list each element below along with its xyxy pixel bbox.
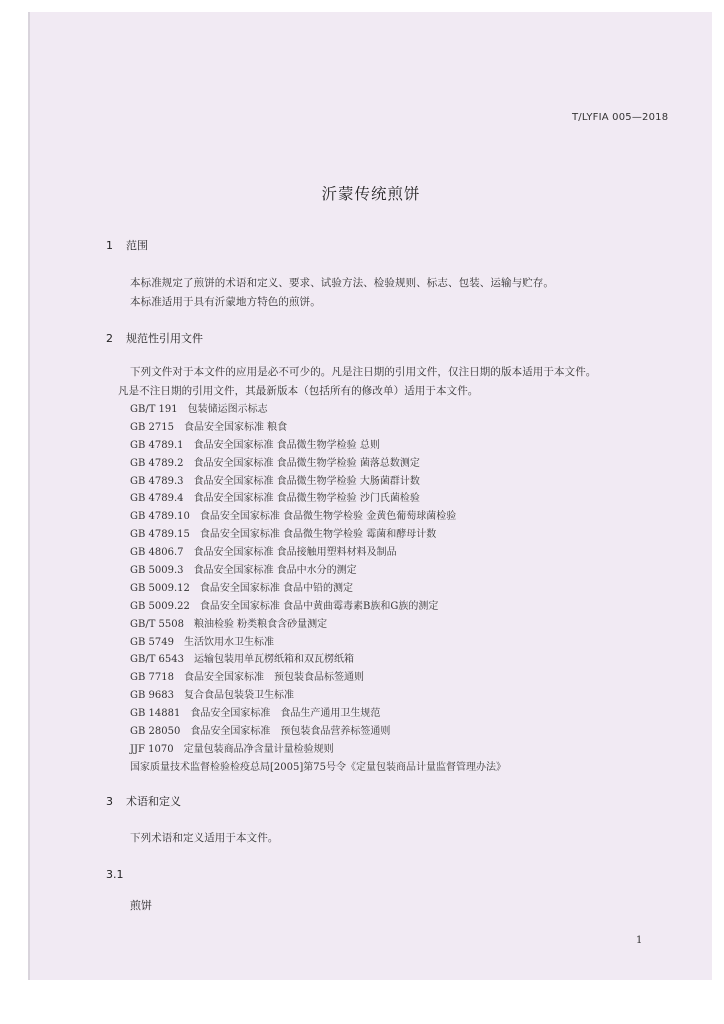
section-1-heading bbox=[106, 237, 148, 253]
reference-item: GB 4789.10 食品安全国家标准 食品微生物学检验 金黄色葡萄球菌检验 bbox=[130, 511, 457, 523]
page-number: 1 bbox=[636, 935, 643, 946]
scope-paragraph-1: 本标准规定了煎饼的术语和定义、要求、试验方法、检验规则、标志、包装、运输与贮存。 bbox=[130, 277, 554, 289]
document-title: 沂蒙传统煎饼 bbox=[321, 185, 421, 203]
reference-item: GB/T 191 包装储运图示标志 bbox=[130, 404, 268, 415]
section-number: 1 bbox=[106, 239, 113, 252]
term-name: 煎饼 bbox=[130, 899, 152, 912]
section-title: 范围 bbox=[126, 239, 148, 252]
section-title: 术语和定义 bbox=[126, 795, 181, 808]
references-intro-line-2: 凡是不注日期的引用文件，其最新版本（包括所有的修改单）适用于本文件。 bbox=[118, 385, 479, 397]
reference-item: GB 2715 食品安全国家标准 粮食 bbox=[130, 421, 288, 433]
reference-item: GB 7718 食品安全国家标准 预包装食品标签通则 bbox=[130, 672, 364, 684]
scope-paragraph-2: 本标准适用于具有沂蒙地方特色的煎饼。 bbox=[130, 296, 321, 308]
standard-code: T/LYFIA 005—2018 bbox=[572, 112, 669, 123]
section-number: 2 bbox=[106, 332, 113, 345]
reference-item: JJF 1070 定量包装商品净含量计量检验规则 bbox=[130, 743, 334, 755]
reference-item: GB 4789.15 食品安全国家标准 食品微生物学检验 霉菌和酵母计数 bbox=[130, 529, 437, 541]
reference-item: GB 4806.7 食品安全国家标准 食品接触用塑料材料及制品 bbox=[130, 547, 397, 559]
reference-item: GB 4789.3 食品安全国家标准 食品微生物学检验 大肠菌群计数 bbox=[130, 475, 420, 487]
reference-item: GB 14881 食品安全国家标准 食品生产通用卫生规范 bbox=[130, 708, 381, 720]
section-3-heading bbox=[106, 793, 181, 809]
reference-item: GB 5009.22 食品安全国家标准 食品中黄曲霉毒素B族和G族的测定 bbox=[130, 600, 439, 612]
term-number: 3.1 bbox=[106, 868, 124, 881]
document-page bbox=[28, 12, 712, 980]
reference-item: GB 5009.3 食品安全国家标准 食品中水分的测定 bbox=[130, 565, 357, 577]
references-intro-line-1: 下列文件对于本文件的应用是必不可少的。凡是注日期的引用文件，仅注日期的版本适用于本文件。 bbox=[130, 366, 597, 378]
normative-references-list bbox=[130, 401, 506, 777]
section-title: 规范性引用文件 bbox=[126, 332, 203, 345]
reference-item: GB 28050 食品安全国家标准 预包装食品营养标签通则 bbox=[130, 726, 391, 738]
reference-item: GB 4789.1 食品安全国家标准 食品微生物学检验 总则 bbox=[130, 439, 380, 451]
reference-item: 国家质量技术监督检验检疫总局[2005]第75号令《定量包装商品计量监督管理办法》 bbox=[130, 761, 506, 773]
reference-item: GB 5009.12 食品安全国家标准 食品中铅的测定 bbox=[130, 582, 354, 594]
reference-item: GB/T 6543 运输包装用单瓦楞纸箱和双瓦楞纸箱 bbox=[130, 654, 355, 666]
section-number: 3 bbox=[106, 795, 113, 808]
reference-item: GB 9683 复合食品包装袋卫生标准 bbox=[130, 690, 294, 702]
reference-item: GB 4789.4 食品安全国家标准 食品微生物学检验 沙门氏菌检验 bbox=[130, 493, 420, 505]
section-2-heading bbox=[106, 330, 203, 346]
terms-intro: 下列术语和定义适用于本文件。 bbox=[130, 832, 279, 844]
reference-item: GB 5749 生活饮用水卫生标准 bbox=[130, 636, 274, 648]
reference-item: GB 4789.2 食品安全国家标准 食品微生物学检验 菌落总数测定 bbox=[130, 457, 420, 469]
reference-item: GB/T 5508 粮油检验 粉类粮食含砂量测定 bbox=[130, 618, 328, 630]
